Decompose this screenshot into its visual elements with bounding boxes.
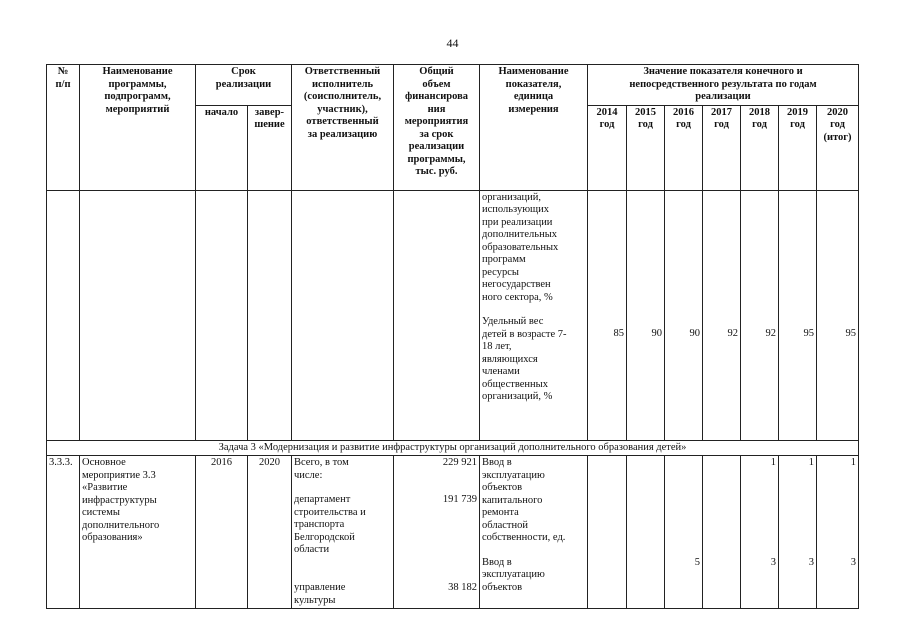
value-cell [627, 456, 665, 609]
value-cell: 92 [741, 190, 779, 440]
activity-name: Основное мероприятие 3.3 «Развитие инфраструктуры системы дополнительного образования» [80, 456, 196, 609]
value-cell: 1 3 [779, 456, 817, 609]
header-funding: Общий объем финансирова ния мероприятия за срок реализации программы, тыс. руб. [394, 65, 480, 191]
value-cell: 5 [665, 456, 703, 609]
indicator-text: организаций, использующих при реализации дополнительных образовательных программ ресурсы негосударствен ного сектора, % [482, 191, 559, 303]
indicator-text: Ввод в эксплуатацию объектов [482, 556, 545, 593]
value-cell: 95 [779, 190, 817, 440]
page-number: 44 [446, 36, 459, 50]
header-indicator: Наименование показателя, единица измерения [480, 65, 588, 191]
funding-cell: 229 921 191 739 38 182 [394, 456, 480, 609]
value-cell: 90 [665, 190, 703, 440]
header-year-2014: 2014 год [588, 105, 627, 190]
end-year: 2020 [248, 456, 292, 609]
indicator-text: Ввод в эксплуатацию объектов капитального ремонта областной собственности, ед. [482, 457, 566, 543]
header-year-2017: 2017 год [703, 105, 741, 190]
value-cell: 92 [703, 190, 741, 440]
value-cell: 85 [588, 190, 627, 440]
value-cell: 95 [817, 190, 859, 440]
header-responsible: Ответственный исполнитель (соисполнитель, участник), ответственный за реализацию [292, 65, 394, 191]
header-year-2020: 2020 год (итог) [817, 105, 859, 190]
value-cell: 1 3 [817, 456, 859, 609]
table-row [47, 190, 859, 440]
header-start: начало [196, 105, 248, 190]
header-end: завер- шение [248, 105, 292, 190]
program-table [46, 64, 859, 609]
indicator-cell [480, 190, 588, 440]
table-row [47, 456, 859, 609]
header-values-title: Значение показателя конечного и непосредственного результата по годам реализации [588, 65, 859, 106]
header-row [47, 65, 859, 106]
indicator-text: Удельный вес детей в возрасте 7- 18 лет, являющихся членами общественных организаций, % [482, 316, 567, 402]
value-cell: 1 3 [741, 456, 779, 609]
header-term: Срок реализации [196, 65, 292, 106]
task-title: Задача 3 «Модернизация и развитие инфраструктуры организаций дополнительного образования детей» [47, 440, 859, 456]
row-number: 3.3.3. [47, 456, 80, 609]
value-cell [703, 456, 741, 609]
header-year-2018: 2018 год [741, 105, 779, 190]
header-year-2019: 2019 год [779, 105, 817, 190]
value-cell: 90 [627, 190, 665, 440]
header-num: № п/п [47, 65, 80, 191]
header-year-2016: 2016 год [665, 105, 703, 190]
task-row [47, 440, 859, 456]
header-year-2015: 2015 год [627, 105, 665, 190]
header-name: Наименование программы, подпрограмм, мероприятий [80, 65, 196, 191]
value-cell [588, 456, 627, 609]
start-year: 2016 [196, 456, 248, 609]
indicator-cell [480, 456, 588, 609]
responsible-cell: Всего, в том числе: департамент строительства и транспорта Белгородской области управление культуры [292, 456, 394, 609]
